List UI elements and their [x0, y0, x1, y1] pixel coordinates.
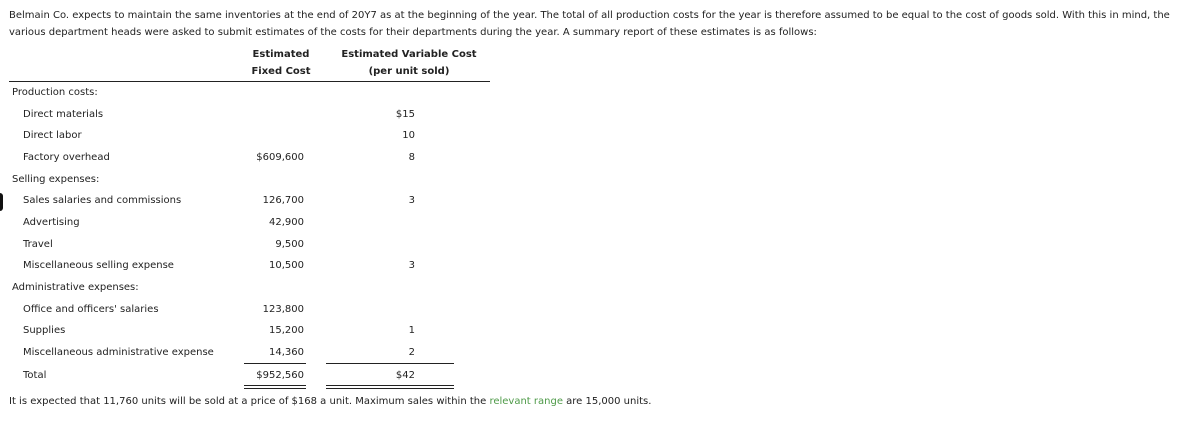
intro-paragraph: Belmain Co. expects to maintain the same inventories at the end of 20Y7 as at the beginning of the year. The total of all production costs for the year is therefore assumed to be equal to the cost of goods sold. With this in mind, the various department heads were asked to submit estimates of the costs for their departments during the year. A summary report of these estimates is as follows: [9, 10, 1170, 38]
fixed-total-double-rule-1 [244, 385, 306, 386]
variable-cost-total: $42 [395, 370, 415, 381]
variable-cost-header [330, 46, 488, 80]
variable-cost-value: 3 [408, 260, 415, 271]
variable-total-double-rule-2 [326, 388, 454, 389]
row-label: Miscellaneous administrative expense [23, 347, 214, 358]
left-edge-marker [0, 193, 3, 211]
table-row [0, 151, 1200, 165]
row-label: Direct labor [23, 130, 82, 141]
table-row [0, 108, 1200, 122]
table-row [0, 259, 1200, 273]
variable-cost-value: 3 [408, 195, 415, 206]
footer-text-after: are 15,000 units. [562, 396, 652, 407]
fixed-cost-value: 126,700 [262, 195, 304, 206]
table-row [0, 86, 1200, 100]
header-rule [9, 81, 490, 82]
table-row [0, 194, 1200, 208]
table-row [0, 281, 1200, 295]
fixed-cost-value: 10,500 [269, 260, 304, 271]
fixed-cost-header-line2: Fixed Cost [251, 66, 311, 77]
row-label: Travel [23, 239, 53, 250]
table-row [0, 324, 1200, 338]
fixed-cost-header [240, 46, 322, 80]
row-label: Advertising [23, 217, 80, 228]
variable-cost-value: $15 [395, 109, 415, 120]
row-label: Office and officers' salaries [23, 304, 159, 315]
row-label: Miscellaneous selling expense [23, 260, 174, 271]
fixed-cost-value: 123,800 [262, 304, 304, 315]
variable-cost-value: 10 [402, 130, 415, 141]
fixed-cost-total: $952,560 [256, 370, 304, 381]
table-row [0, 303, 1200, 317]
row-label: Direct materials [23, 109, 104, 120]
variable-cost-header-line1: Estimated Variable Cost [341, 49, 477, 60]
row-label: Selling expenses: [12, 174, 100, 185]
row-label: Supplies [23, 325, 66, 336]
fixed-cost-value: 15,200 [269, 325, 304, 336]
table-row [0, 173, 1200, 187]
variable-subtotal-rule [326, 363, 454, 364]
relevant-range-link[interactable]: relevant range [489, 396, 563, 407]
fixed-total-double-rule-2 [244, 388, 306, 389]
fixed-cost-value: 14,360 [269, 347, 304, 358]
fixed-cost-value: 42,900 [269, 217, 304, 228]
table-row [0, 346, 1200, 360]
fixed-cost-value: $609,600 [256, 152, 304, 163]
row-label: Production costs: [12, 87, 98, 98]
table-row [0, 238, 1200, 252]
variable-cost-header-line2: (per unit sold) [368, 66, 450, 77]
footer-paragraph [9, 395, 651, 409]
total-row [0, 369, 1200, 383]
variable-cost-value: 1 [408, 325, 415, 336]
table-row [0, 216, 1200, 230]
row-label: Sales salaries and commissions [23, 195, 182, 206]
footer-text-before: It is expected that 11,760 units will be sold at a price of $168 a unit. Maximum sales within the [9, 396, 490, 407]
variable-cost-value: 8 [408, 152, 415, 163]
fixed-subtotal-rule [244, 363, 306, 364]
variable-total-double-rule-1 [326, 385, 454, 386]
fixed-cost-value: 9,500 [275, 239, 304, 250]
fixed-cost-header-line1: Estimated [252, 49, 310, 60]
row-label: Total [23, 370, 47, 381]
row-label: Factory overhead [23, 152, 110, 163]
variable-cost-value: 2 [408, 347, 415, 358]
table-row [0, 129, 1200, 143]
row-label: Administrative expenses: [12, 282, 139, 293]
